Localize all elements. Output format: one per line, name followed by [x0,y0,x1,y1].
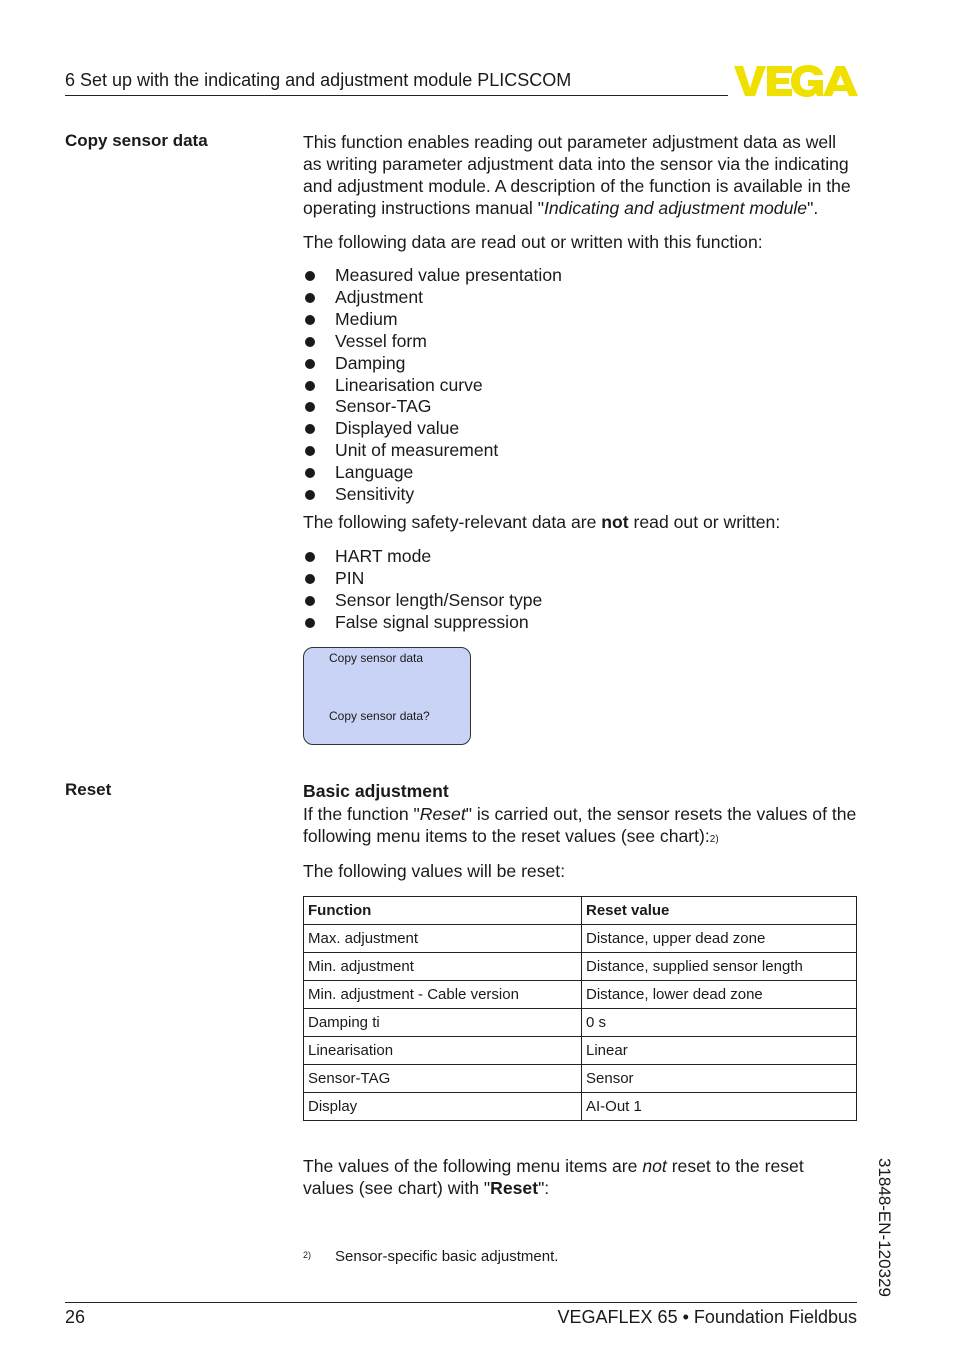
table-cell: Min. adjustment - Cable version [304,981,582,1009]
list-item: HART mode [303,546,859,568]
intro-end: ". [807,198,819,218]
list-item: Sensor-TAG [303,396,859,418]
list-item: Sensitivity [303,484,859,506]
reset-bold: Reset [490,1178,539,1198]
manual-title: Indicating and adjustment module [543,198,808,218]
table-cell: Linear [582,1037,857,1065]
table-cell: Linearisation [304,1037,582,1065]
list-item: Unit of measurement [303,440,859,462]
bullet-icon [305,596,315,606]
column-header-reset-value: Reset value [582,897,857,925]
header-title: 6 Set up with the indicating and adjustment module PLICSCOM [65,70,572,90]
table-cell: Distance, upper dead zone [582,925,857,953]
table-header-row [304,897,857,925]
section-label-reset: Reset [65,780,112,799]
bullet-icon [305,574,315,584]
table-cell: Damping ti [304,1009,582,1037]
reset-paragraph: If the function "Reset" is carried out, the sensor resets the values of the following menu items to the reset values (see chart):$^{2)}$ [303,804,857,846]
bullet-icon [305,315,315,325]
table-row [304,1065,857,1093]
copy-intro-paragraph [303,131,859,219]
bullet-icon [305,359,315,369]
footnote-text: Sensor-specific basic adjustment. [335,1248,559,1265]
basic-adjustment-heading: Basic adjustment [303,781,449,801]
list-item: Adjustment [303,287,859,309]
safety-data-list [303,546,859,634]
document-number: 31848-EN-120329 [875,1158,894,1297]
list-item: PIN [303,568,859,590]
display-screen [303,647,471,745]
read-data-list [303,265,859,506]
table-cell: Distance, lower dead zone [582,981,857,1009]
list-item: False signal suppression [303,612,859,634]
list-item: Medium [303,309,859,331]
bullet-icon [305,618,315,628]
table-cell: Sensor-TAG [304,1065,582,1093]
list-item: Language [303,462,859,484]
list-item: Linearisation curve [303,375,859,397]
section-label-copy-sensor-data: Copy sensor data [65,131,208,150]
table-row [304,953,857,981]
table-row [304,1009,857,1037]
bullet-icon [305,402,315,412]
table-cell: AI-Out 1 [582,1093,857,1121]
page-number: 26 [65,1307,86,1327]
product-name: VEGAFLEX 65 • Foundation Fieldbus [557,1307,857,1327]
footnote-reference: 2) [709,834,719,845]
list-item: Displayed value [303,418,859,440]
table-cell: Display [304,1093,582,1121]
vega-logo [734,64,858,98]
not-emphasis: not [601,512,629,532]
bullet-icon [305,468,315,478]
table-cell: 0 s [582,1009,857,1037]
table-cell: Sensor [582,1065,857,1093]
read-intro: The following data are read out or written with this function: [303,232,763,252]
list-item: Vessel form [303,331,859,353]
bullet-icon [305,271,315,281]
bullet-icon [305,293,315,303]
bullet-icon [305,424,315,434]
display-line-2: Copy sensor data? [329,709,430,723]
table-row [304,1093,857,1121]
footnote-mark: 2) [303,1250,312,1260]
table-row [304,981,857,1009]
list-item: Sensor length/Sensor type [303,590,859,612]
display-line-1: Copy sensor data [329,651,424,665]
header-divider [65,95,728,96]
table-cell: Min. adjustment [304,953,582,981]
bullet-icon [305,446,315,456]
bullet-icon [305,381,315,391]
list-item: Measured value presentation [303,265,859,287]
column-header-function: Function [304,897,582,925]
table-row [304,925,857,953]
table-row [304,1037,857,1065]
bullet-icon [305,337,315,347]
not-italic: not [642,1156,667,1176]
values-intro: The following values will be reset: [303,861,566,881]
reset-italic: Reset [419,804,466,824]
not-reset-paragraph: The values of the following menu items are not reset to the reset values (see chart) with "Reset": [303,1156,804,1198]
bullet-icon [305,490,315,500]
list-item: Damping [303,353,859,375]
intro-text: This function enables reading out parameter adjustment data as well as writing parameter adjustment data into the sensor via the indicating and adjustment module. A description of the function is available in the operating instructions manual " [303,132,851,218]
safety-intro: The following safety-relevant data are not read out or written: [303,512,781,532]
footer-divider [65,1302,857,1303]
reset-values-table [303,896,857,1121]
table-cell: Max. adjustment [304,925,582,953]
bullet-icon [305,552,315,562]
table-cell: Distance, supplied sensor length [582,953,857,981]
